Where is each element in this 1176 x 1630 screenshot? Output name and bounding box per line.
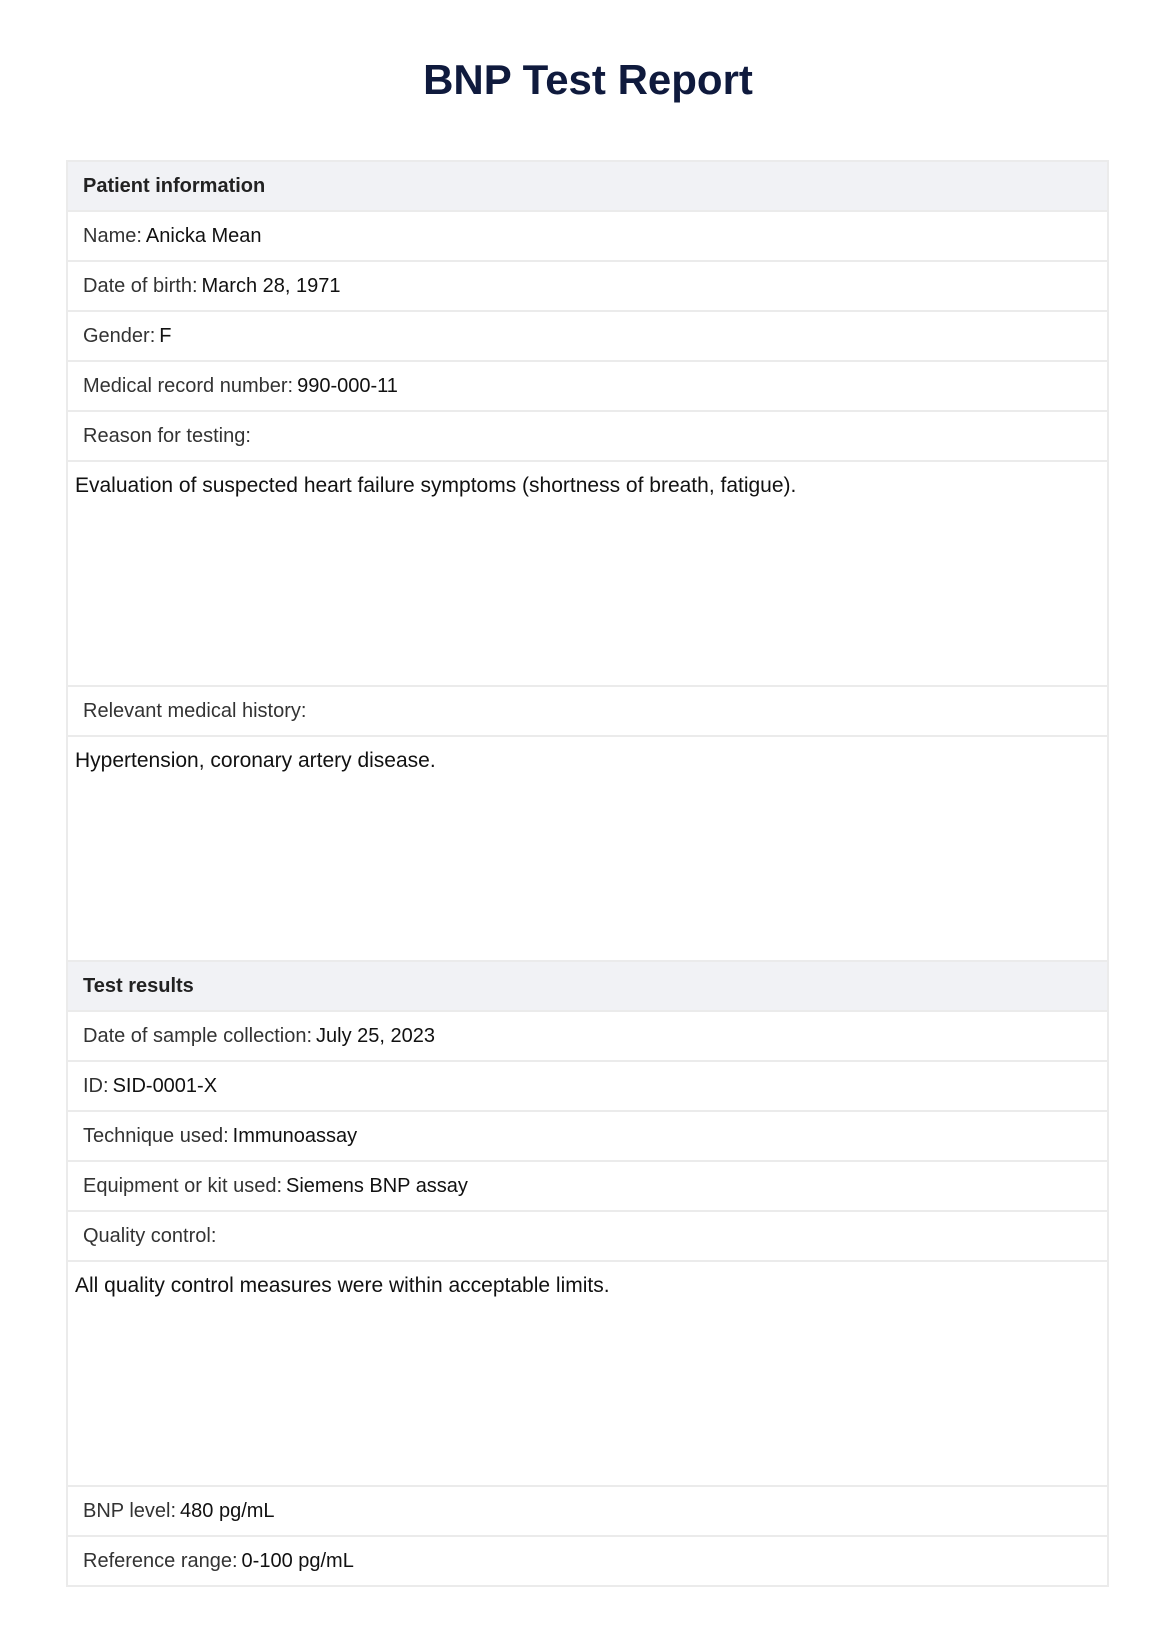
field-value: Siemens BNP assay bbox=[286, 1174, 468, 1197]
field-label: Relevant medical history: bbox=[83, 699, 307, 722]
report-table bbox=[66, 160, 1109, 1587]
quality-control-text: All quality control measures were within acceptable limits. bbox=[68, 1262, 1107, 1487]
field-equipment bbox=[68, 1162, 1107, 1212]
field-value: 990-000-11 bbox=[297, 374, 398, 397]
field-name bbox=[68, 212, 1107, 262]
field-reference-range bbox=[68, 1537, 1107, 1587]
field-value: SID-0001-X bbox=[112, 1074, 218, 1097]
field-label: Date of birth: bbox=[83, 274, 198, 297]
field-value: July 25, 2023 bbox=[316, 1024, 435, 1047]
field-medical-record-number bbox=[68, 362, 1107, 412]
field-quality-control bbox=[68, 1212, 1107, 1262]
field-label: BNP level: bbox=[83, 1499, 177, 1522]
field-reason-for-testing bbox=[68, 412, 1107, 462]
field-date-of-birth bbox=[68, 262, 1107, 312]
field-label: ID: bbox=[83, 1074, 109, 1097]
field-date-of-sample-collection bbox=[68, 1012, 1107, 1062]
reason-for-testing-text: Evaluation of suspected heart failure symptoms (shortness of breath, fatigue). bbox=[68, 462, 1107, 687]
field-gender bbox=[68, 312, 1107, 362]
field-label: Name: bbox=[83, 224, 142, 247]
field-label: Quality control: bbox=[83, 1224, 217, 1247]
field-value: 480 pg/mL bbox=[180, 1499, 275, 1522]
field-id bbox=[68, 1062, 1107, 1112]
field-label: Reason for testing: bbox=[83, 424, 251, 447]
field-technique-used bbox=[68, 1112, 1107, 1162]
field-label: Reference range: bbox=[83, 1549, 238, 1572]
field-relevant-medical-history bbox=[68, 687, 1107, 737]
field-value: Immunoassay bbox=[232, 1124, 358, 1147]
field-label: Equipment or kit used: bbox=[83, 1174, 282, 1197]
medical-history-text: Hypertension, coronary artery disease. bbox=[68, 737, 1107, 962]
field-value: 0-100 pg/mL bbox=[241, 1549, 354, 1572]
field-label: Medical record number: bbox=[83, 374, 294, 397]
field-label: Gender: bbox=[83, 324, 156, 347]
field-value: March 28, 1971 bbox=[201, 274, 341, 297]
field-label: Date of sample collection: bbox=[83, 1024, 313, 1047]
field-label: Technique used: bbox=[83, 1124, 229, 1147]
page-title: BNP Test Report bbox=[423, 56, 753, 103]
field-bnp-level bbox=[68, 1487, 1107, 1537]
section-header-test-results: Test results bbox=[68, 962, 1107, 1012]
section-header-patient-information: Patient information bbox=[68, 162, 1107, 212]
field-value: Anicka Mean bbox=[145, 224, 262, 247]
field-value: F bbox=[159, 324, 172, 347]
